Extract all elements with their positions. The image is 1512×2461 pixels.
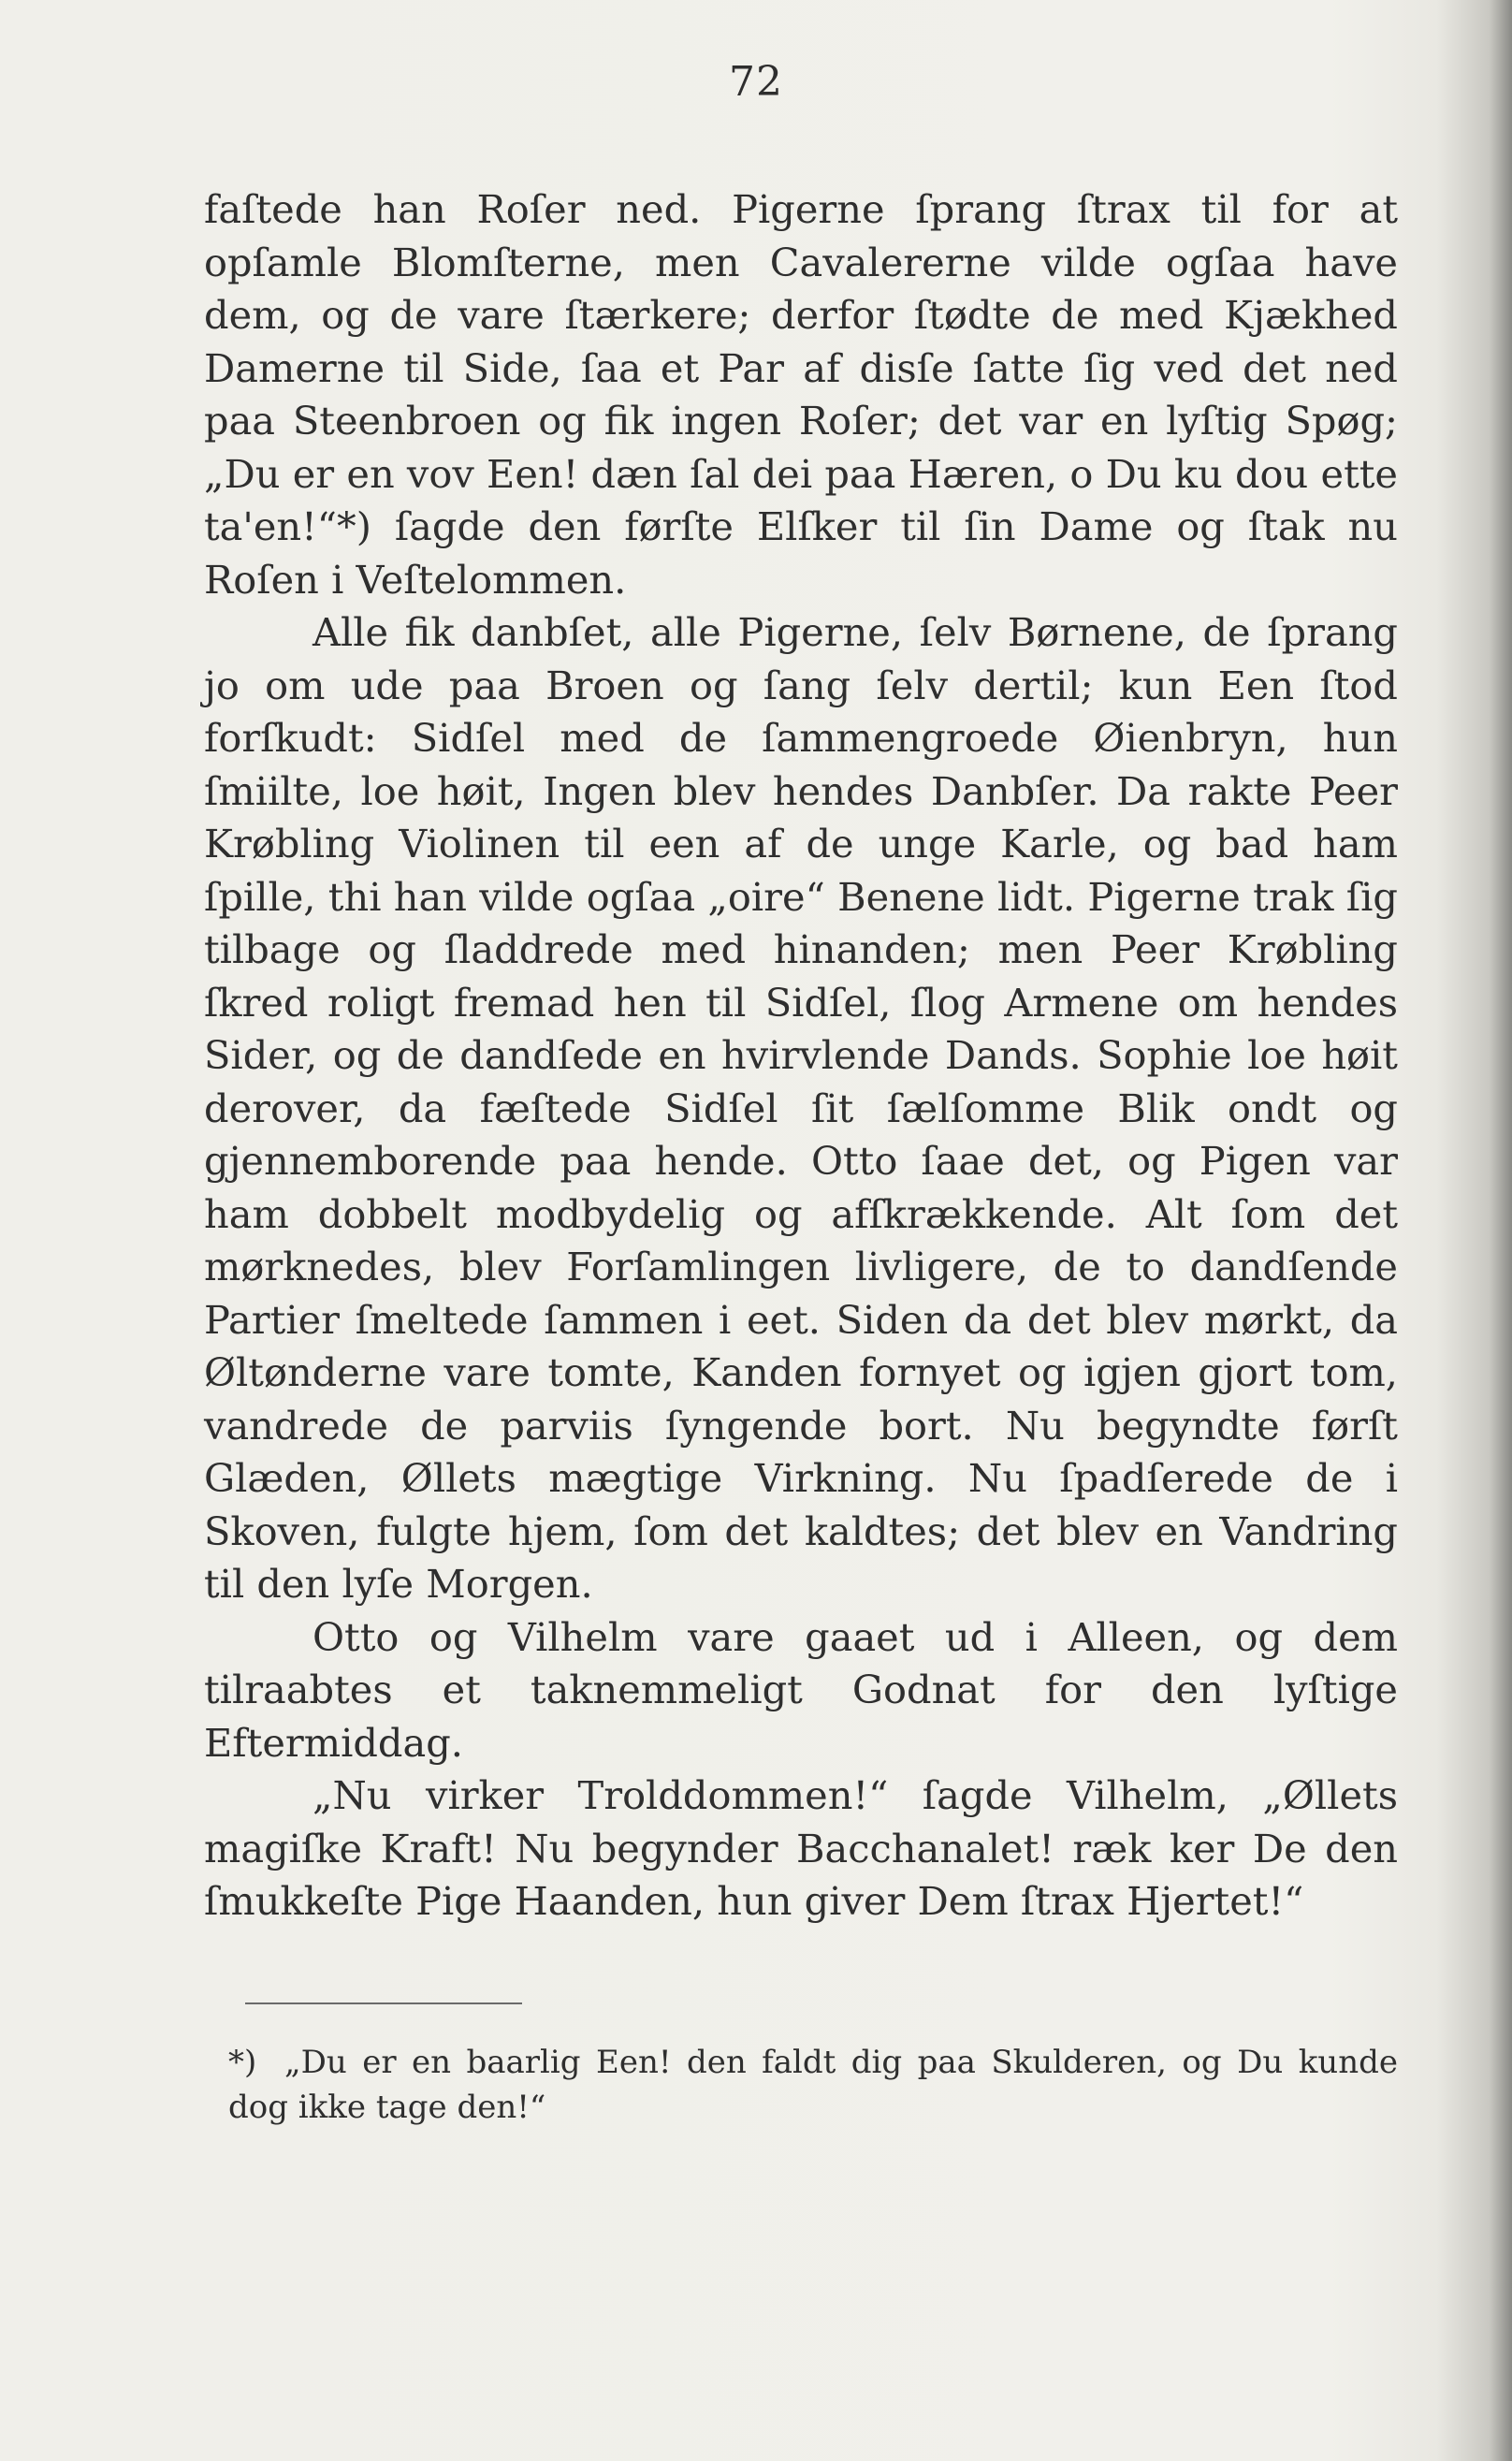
paragraph: Otto og Vilhelm vare gaaet ud i Alleen, og dem tilraabtes et taknemmeligt Godnat for den lyſtige Eftermiddag. (204, 1613, 1398, 1766)
footnote-text: „Du er en baarlig Een! den faldt dig paa Skulderen, og Du kunde dog ikke tage den!“ (228, 2044, 1398, 2126)
footnote (228, 2040, 1398, 2130)
page-number: 72 (729, 58, 783, 106)
footnote-mark: *) (228, 2044, 257, 2081)
paragraph: faſtede han Roſer ned. Pigerne ſprang ſtrax til for at opſamle Blomſterne, men Cavalererne vilde ogſaa have dem, og de vare ſtærkere; derfor ſtødte de med Kjækhed Damerne til Side, ſaa et Par af disſe ſatte ſig ved det ned paa Steenbroen og fik ingen Roſer; det var en lyſtig Spøg; „Du er en vov Een! dæn ſal dei paa Hæren, o Du ku dou ette ta'en!“*) ſagde den førſte Elſker til ſin Dame og ſtak nu Roſen i Veſtelommen. (204, 186, 1398, 603)
footnote-divider (245, 2002, 522, 2004)
body-text (204, 183, 1398, 1929)
paragraph: Alle fik danbſet, alle Pigerne, ſelv Børnene, de ſprang jo om ude paa Broen og ſang ſelv dertil; kun Een ſtod forſkudt: Sidſel med de ſammengroede Øienbryn, hun ſmiilte, loe høit, Ingen blev hendes Danbſer. Da rakte Peer Krøbling Violinen til een af de unge Karle, og bad ham ſpille, thi han vilde ogſaa „oire“ Benene lidt. Pigerne trak ſig tilbage og ſladdrede med hinanden; men Peer Krøbling ſkred roligt fremad hen til Sidſel, ſlog Armene om hendes Sider, og de dandſede en hvirvlende Dands. Sophie loe høit derover, da fæſtede Sidſel ſit ſælſomme Blik ondt og gjennemborende paa hende. Otto ſaae det, og Pigen var ham dobbelt modbydelig og afſkrækkende. Alt ſom det mørknedes, blev Forſamlingen livligere, de to dandſende Partier ſmeltede ſammen i eet. Siden da det blev mørkt, da Øltønderne vare tomte, Kanden fornyet og igjen gjort tom, vandrede de parviis ſyngende bort. Nu begyndte førſt Glæden, Øllets mægtige Virkning. Nu ſpadſerede de i Skoven, fulgte hjem, ſom det kaldtes; det blev en Vandring til den lyſe Morgen. (204, 609, 1398, 1607)
paragraph: „Nu virker Trolddommen!“ ſagde Vilhelm, „Øllets magiſke Kraft! Nu begynder Bacchanalet! ræk ker De den ſmukkeſte Pige Haanden, hun giver Dem ſtrax Hjertet!“ (204, 1772, 1398, 1924)
